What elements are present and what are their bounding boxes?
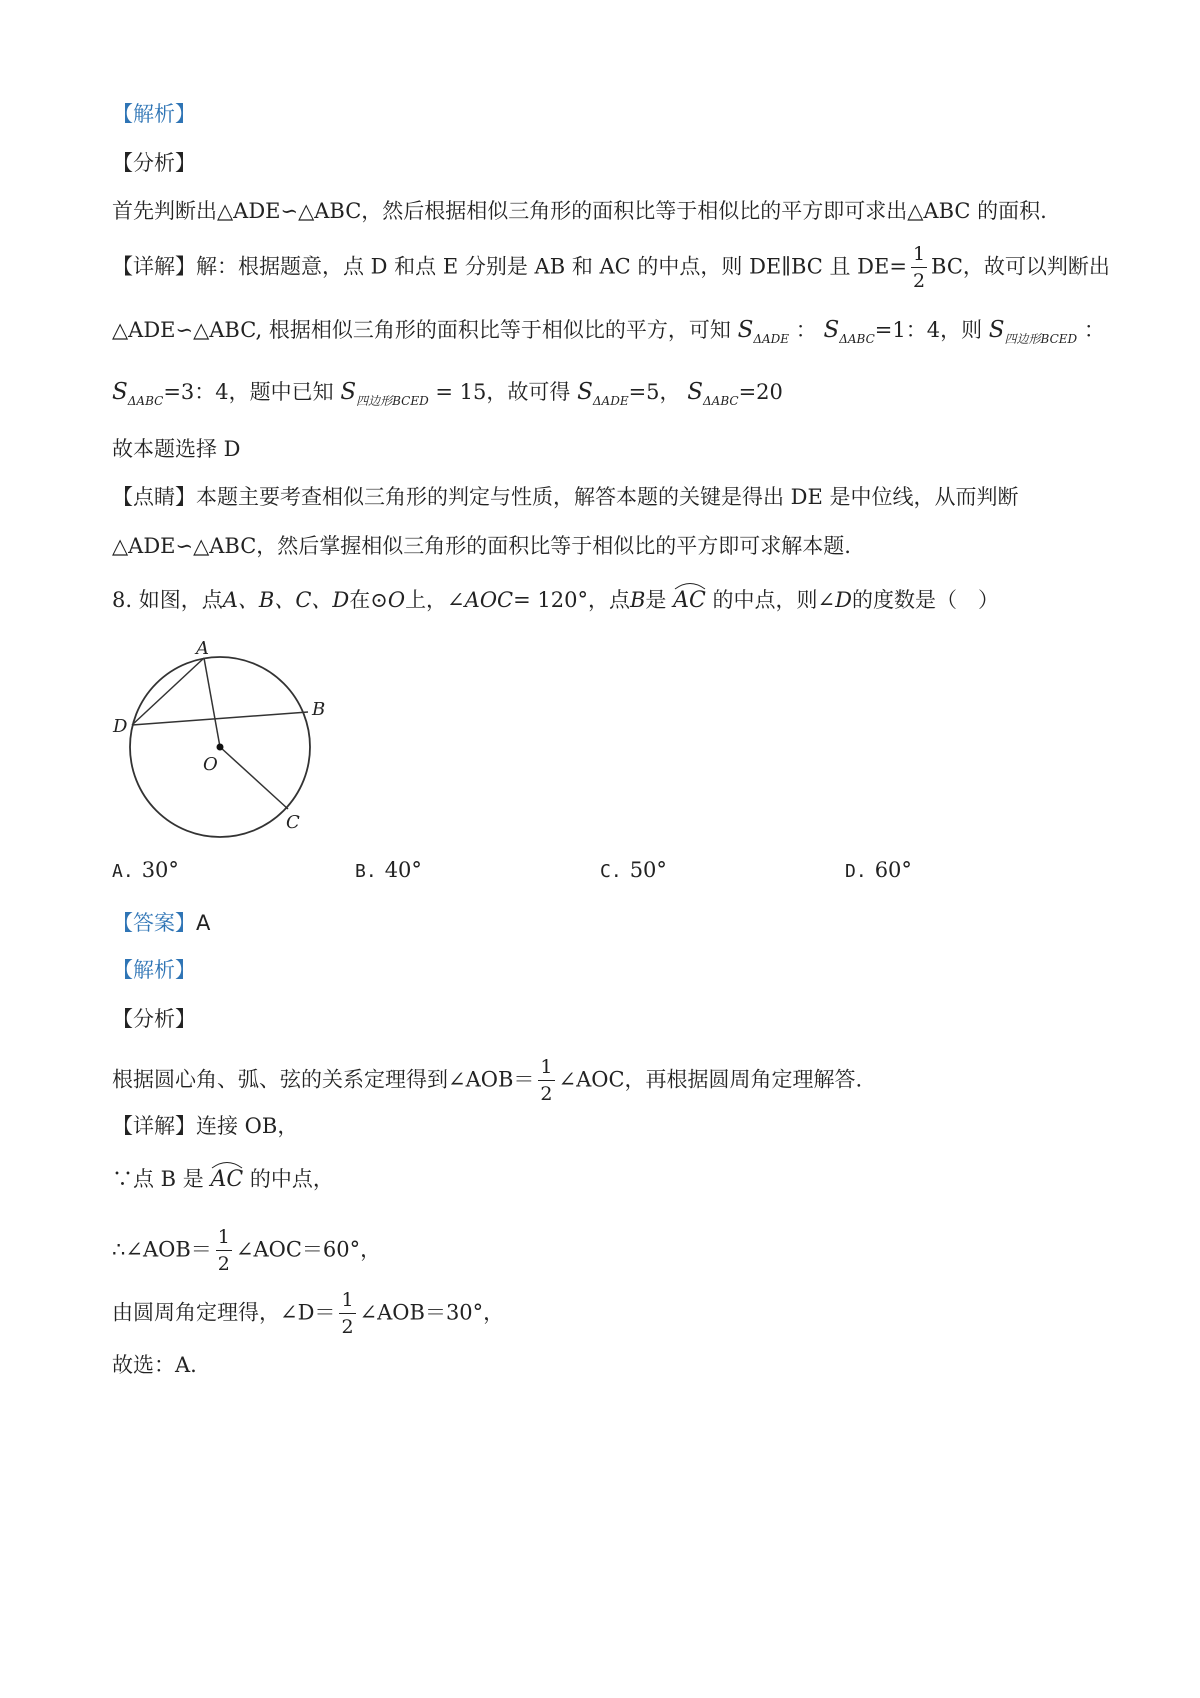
eq-5: =5， xyxy=(628,380,681,404)
segment-db xyxy=(132,712,308,725)
detail-line-3 xyxy=(112,377,783,416)
label-a: A xyxy=(196,638,209,659)
detail-line-1 xyxy=(112,245,1110,291)
option-a-letter: A. xyxy=(112,861,134,882)
label-o: O xyxy=(203,754,218,775)
key-text-a: 本题主要考查相似三角形的判定与性质，解答本题的关键是得出 DE 是中位线，从而判断 xyxy=(196,485,1019,509)
stem-d: = 120°，点 xyxy=(513,588,630,612)
area-symbol: S xyxy=(112,379,128,405)
sub-ade: ΔADE xyxy=(753,332,790,346)
option-d-letter: D. xyxy=(845,861,867,882)
jiexi-tag-2: 【解析】 xyxy=(112,958,196,982)
question-8-stem xyxy=(112,585,999,616)
option-b-value: 40° xyxy=(384,858,422,882)
because-line xyxy=(112,1164,334,1195)
because-a: ∵点 B 是 xyxy=(112,1167,204,1191)
option-b xyxy=(355,858,422,882)
analysis-text-1: 首先判断出△ADE∽△ABC，然后根据相似三角形的面积比等于相似比的平方即可求出△ABC 的面积. xyxy=(112,199,1047,223)
final-choice: 故选：A. xyxy=(112,1353,197,1377)
arc-mark-icon xyxy=(210,1159,244,1169)
fraction-half: $\frac{1}{2}$ xyxy=(341,1289,354,1338)
choose-d: 故本题选择 D xyxy=(112,437,241,461)
sub-quad: 四边形BCED xyxy=(356,394,429,408)
option-d xyxy=(845,858,912,882)
area-symbol: S xyxy=(737,317,754,343)
because-b: 的中点， xyxy=(249,1167,334,1191)
dianjing-tag: 【点睛】 xyxy=(112,485,196,509)
option-c xyxy=(600,858,667,882)
detail-line-4 xyxy=(112,1111,298,1141)
stem-a: 8. 如图，点 xyxy=(112,588,223,612)
area-symbol: S xyxy=(988,317,1005,343)
label-c: C xyxy=(286,812,300,833)
therefore-line xyxy=(112,1228,381,1274)
answer-line xyxy=(112,908,210,938)
option-c-letter: C. xyxy=(600,861,622,882)
option-a xyxy=(112,858,179,882)
xiangjie-tag: 【详解】 xyxy=(112,254,196,279)
sub-abc: ΔABC xyxy=(839,332,875,346)
stem-b: 在⊙ xyxy=(349,588,388,612)
ratio-1-4: =1：4，则 xyxy=(874,318,983,342)
stem-o: O xyxy=(387,588,406,612)
area-symbol: S xyxy=(687,379,703,405)
jiexi-tag: 【解析】 xyxy=(112,102,196,126)
segment-ao xyxy=(204,658,220,747)
key-line-2: △ADE∽△ABC，然后掌握相似三角形的面积比等于相似比的平方即可求解本题. xyxy=(112,534,851,558)
area-symbol: S xyxy=(340,379,357,405)
theorem-b: ∠AOB＝30°， xyxy=(359,1300,505,1325)
arc-mark-icon xyxy=(673,580,707,590)
analysis2-a: 根据圆心角、弧、弦的关系定理得到∠AOB＝ xyxy=(112,1067,535,1092)
stem-e: 是 xyxy=(645,588,667,612)
option-c-value: 50° xyxy=(629,858,667,882)
theorem-line xyxy=(112,1291,504,1337)
area-symbol: S xyxy=(577,379,593,405)
stem-f: 的中点，则∠ xyxy=(712,588,836,612)
ratio-3-4: =3：4，题中已知 xyxy=(163,380,334,404)
stem-d-point: D xyxy=(835,588,852,612)
colon: ： xyxy=(795,318,817,342)
colon: ： xyxy=(1083,318,1105,342)
segment-oc xyxy=(220,747,288,809)
arc-ac-label: AC xyxy=(673,588,706,613)
theorem-a: 由圆周角定理得，∠D＝ xyxy=(112,1300,336,1325)
fenxi-tag-2: 【分析】 xyxy=(112,1007,196,1031)
detail-line-2 xyxy=(112,315,1105,354)
fenxi-tag: 【分析】 xyxy=(112,151,196,175)
analysis2-b: ∠AOC，再根据圆周角定理解答. xyxy=(558,1067,863,1092)
center-dot xyxy=(217,744,224,751)
stem-g: 的度数是（ ） xyxy=(851,588,999,612)
area-symbol: S xyxy=(823,317,840,343)
fraction-half: $\frac{1}{2}$ xyxy=(217,1226,230,1275)
stem-c: 上，∠ xyxy=(405,588,465,612)
daan-tag: 【答案】 xyxy=(112,911,196,935)
segment-da xyxy=(132,658,204,725)
eq-20: =20 xyxy=(738,380,783,404)
analysis-line-2 xyxy=(112,1058,862,1104)
answer-value: A xyxy=(196,911,211,935)
option-a-value: 30° xyxy=(141,858,179,882)
detail-text-a: 解：根据题意，点 D 和点 E 分别是 AB 和 AC 的中点，则 DE∥BC 且 DE= xyxy=(196,254,907,279)
label-d: D xyxy=(113,716,128,737)
sub-abc: ΔABC xyxy=(127,394,164,408)
option-d-value: 60° xyxy=(874,858,912,882)
eq-15: = 15 xyxy=(435,380,487,404)
option-b-letter: B. xyxy=(355,861,377,882)
stem-b-point: B xyxy=(629,588,646,612)
detail2-text: △ADE∽△ABC, 根据相似三角形的面积比等于相似比的平方，可知 xyxy=(112,318,731,342)
arc-ac-label: AC xyxy=(210,1167,244,1192)
label-b: B xyxy=(312,699,326,720)
detail-text-b: BC，故可以判断出 xyxy=(931,254,1110,279)
detail2-text: 连接 OB， xyxy=(196,1114,299,1138)
stem-points: A、B、C、D xyxy=(222,588,350,612)
circle-figure xyxy=(100,635,340,850)
stem-aoc: AOC xyxy=(464,588,514,612)
key-line-1 xyxy=(112,482,1019,512)
sub-ade: ΔADE xyxy=(592,394,629,408)
sub-abc: ΔABC xyxy=(703,394,739,408)
therefore-a: ∴∠AOB＝ xyxy=(112,1237,212,1262)
sub-quad: 四边形BCED xyxy=(1004,332,1078,346)
fraction-half: $\frac{1}{2}$ xyxy=(912,243,926,292)
xiangjie-tag-2: 【详解】 xyxy=(112,1114,196,1138)
therefore-b: ∠AOC＝60°， xyxy=(235,1237,382,1262)
arc-ac-2 xyxy=(210,1165,243,1195)
arc-ac xyxy=(673,586,706,616)
sep-known: ，故可得 xyxy=(486,380,571,404)
fraction-half: $\frac{1}{2}$ xyxy=(540,1056,553,1105)
